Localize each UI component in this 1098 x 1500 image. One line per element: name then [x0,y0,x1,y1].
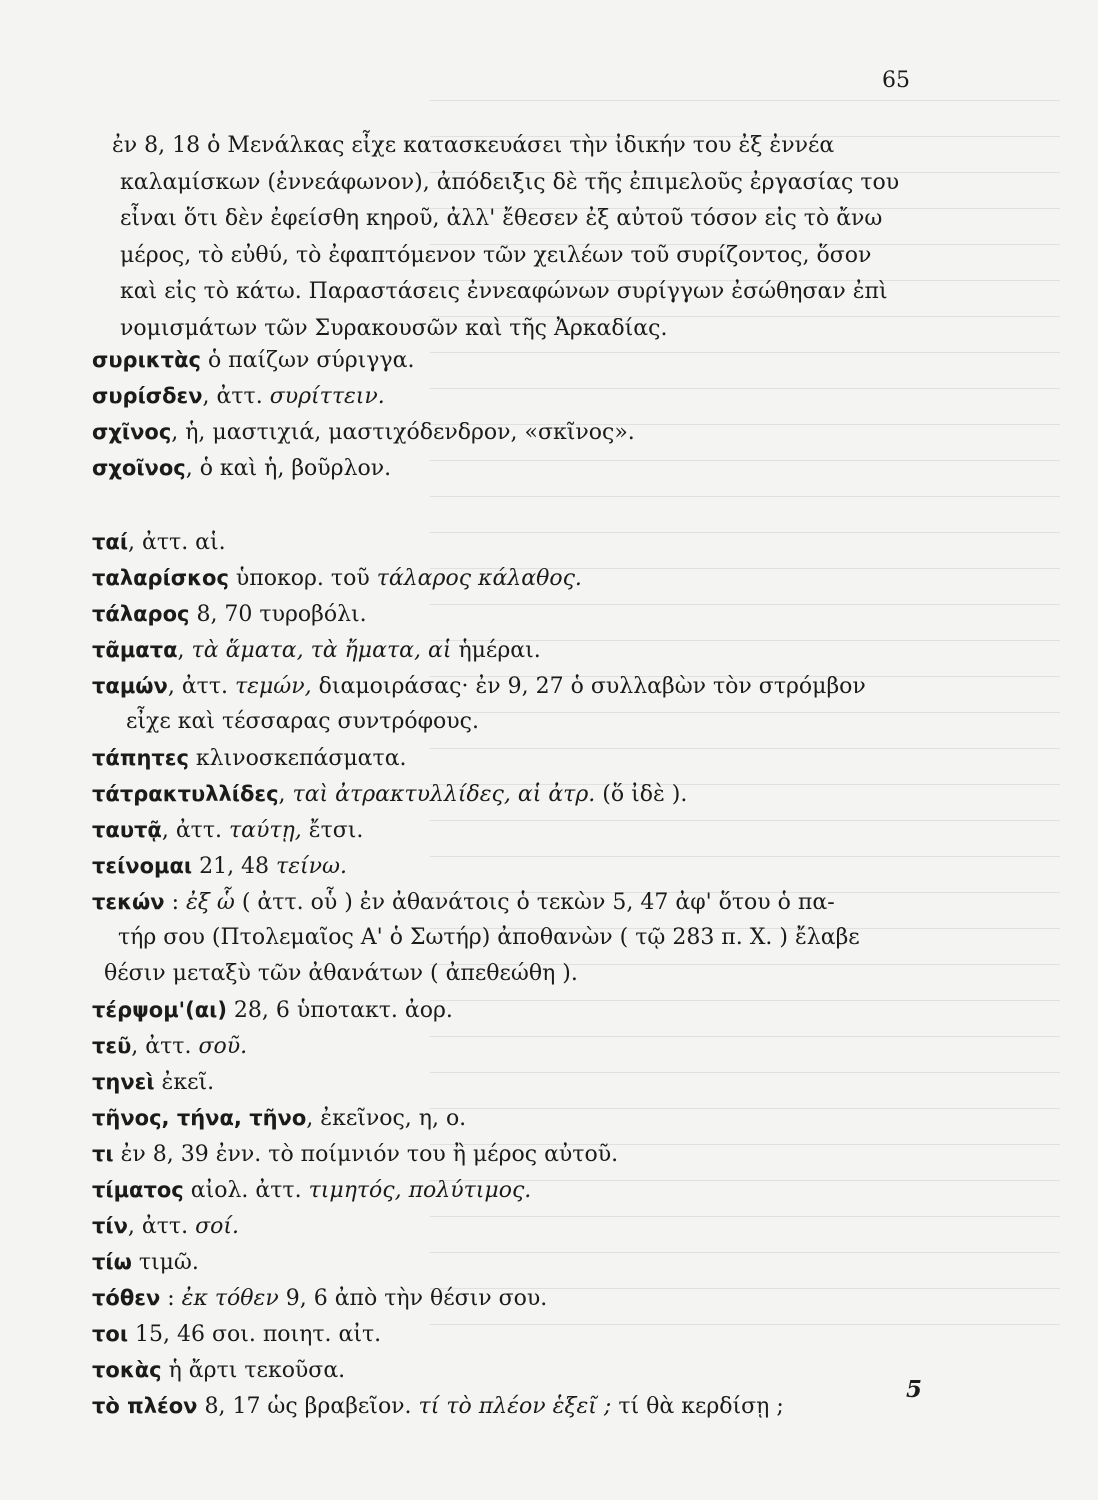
headword: τοι [92,1322,129,1346]
definition: 15, 46 σοι. ποιητ. αἰτ. [128,1322,382,1347]
entry-gap [92,486,922,524]
definition: , [278,782,293,807]
headword: συρικτὰς [92,348,201,372]
definition: , ἡ, μαστιχιά, μαστιχόδενδρον, «σκῖνος». [171,420,635,445]
entry-continuation: τήρ σου (Πτολεμαῖος Α' ὁ Σωτήρ) ἀποθανὼν ( τῷ 283 π. Χ. ) ἔλαβε [118,925,860,950]
headword: τι [92,1142,114,1166]
headword: ταλαρίσκος [92,566,229,590]
definition-italic: τάλαρος κάλαθος. [376,566,582,591]
definition: τιμῶ. [131,1250,199,1275]
entry [92,414,922,450]
intro-line: νομισμάτων τῶν Συρακουσῶν καὶ τῆς Ἀρκαδίας. [120,315,668,341]
definition: ὑποκορ. τοῦ [228,566,377,591]
signature-mark: 5 [906,1376,923,1403]
definition-italic: τείνω. [276,854,347,879]
headword: τίν [92,1214,128,1238]
definition: ἐκεῖ. [154,1070,215,1095]
definition: 21, 48 [192,854,277,879]
definition: , ἀττ. [127,1214,196,1239]
entry [92,848,922,884]
definition-after: τί θὰ κερδίσῃ ; [611,1394,784,1419]
headword: τέρψομ'(αι) [92,998,227,1022]
entry [92,1028,922,1064]
definition: 8, 70 τυροβόλι. [189,602,367,627]
entry [92,1244,922,1280]
headword: τῆνος, τήνα, τῆνο [92,1106,307,1130]
definition: ἐν 8, 39 ἐνν. τὸ ποίμνιόν του ἢ μέρος αὐτοῦ. [113,1142,619,1167]
headword: τηνεὶ [92,1070,155,1094]
definition: ἡ ἄρτι τεκοῦσα. [161,1358,346,1383]
entry [92,1316,922,1352]
headword: τόθεν [92,1286,161,1310]
entry [92,632,922,668]
intro-line: μέρος, τὸ εὐθύ, τὸ ἐφαπτόμενον τῶν χειλέων τοῦ συρίζοντος, ὅσον [120,242,872,268]
definition-italic: τιμητός, πολύτιμος. [308,1178,532,1203]
entry [92,378,922,414]
headword: τᾶματα [92,638,178,662]
entry-continuation: εἶχε καὶ τέσσαρας συντρόφους. [126,709,479,734]
intro-line: εἶναι ὅτι δὲν ἐφείσθη κηροῦ, ἀλλ' ἔθεσεν ἐξ αὐτοῦ τόσον εἰς τὸ ἄνω [120,206,883,231]
definition: , ἀττ. [167,674,236,699]
definition: 28, 6 ὑποτακτ. ἀορ. [226,998,453,1023]
definition: 8, 17 ὡς βραβεῖον. [197,1394,419,1419]
definition: κλινοσκεπάσματα. [188,746,407,771]
definition-italic: τὰ ἅματα, τὰ ἤματα, αἱ [191,638,452,663]
entry [92,740,922,776]
definition-italic: ἐκ τόθεν [181,1286,279,1311]
definition: : [160,1286,182,1311]
entry [92,884,922,920]
definition-after: διαμοιράσας· ἐν 9, 27 ὁ συλλαβὼν τὸν στρόμβον [311,674,866,699]
definition: , ἀττ. αἱ. [128,530,226,555]
headword: τείνομαι [92,854,193,878]
definition-italic: ταύτῃ, [229,818,302,843]
definition: , ἐκεῖνος, η, ο. [306,1106,467,1131]
headword: συρίσδεν [92,384,203,408]
headword: τεῦ [92,1034,132,1058]
entry [92,992,922,1028]
dictionary-entries [92,342,922,1424]
entry [92,1100,922,1136]
headword: ταμών [92,674,168,698]
headword: τάπητες [92,746,189,770]
definition: , [177,638,192,663]
definition: , ἀττ. [131,1034,199,1059]
intro-line: καὶ εἰς τὸ κάτω. Παραστάσεις ἐννεαφώνων συρίγγων ἐσώθησαν ἐπὶ [120,279,888,304]
entry [92,560,922,596]
definition-italic: τεμών, [235,674,312,699]
intro-line: καλαμίσκων (ἐννεάφωνον), ἀπόδειξις δὲ τῆς ἐπιμελοῦς ἐργασίας του [120,169,900,195]
headword: τίματος [92,1178,184,1202]
definition-italic: τί τὸ πλέον ἑξεῖ ; [418,1394,612,1419]
entry [92,524,922,560]
entry [92,1208,922,1244]
headword: τάτρακτυλλίδες [92,782,279,806]
definition: , ἀττ. [161,818,230,843]
entry [92,1136,922,1172]
headword: σχῖνος [92,420,172,444]
definition-after: (ὅ ἰδὲ ). [595,782,688,807]
definition-italic: συρίττειν. [269,384,385,409]
headword: τίω [92,1250,132,1274]
entry [92,342,922,378]
definition-after: ( ἀττ. οὗ ) ἐν ἀθανάτοις ὁ τεκὼν 5, 47 ἀφ' ὅτου ὁ πα- [234,890,835,915]
entry [92,450,922,486]
headword: ταυτᾷ [92,818,162,842]
entry [92,776,922,812]
definition: , ἀττ. [202,384,270,409]
headword: τοκὰς [92,1358,162,1382]
definition-after: ἔτσι. [301,818,364,843]
intro-line: ἐν 8, 18 ὁ Μενάλκας εἶχε κατασκευάσει τὴν ἰδικήν του ἐξ ἐννέα [112,133,835,158]
headword: σχοῖνος [92,456,186,480]
page-number: 65 [882,68,910,93]
definition: ὁ παίζων σύριγγα. [200,348,415,373]
definition-italic: ταὶ ἀτρακτυλλίδες, αἱ ἀτρ. [292,782,596,807]
headword: τάλαρος [92,602,190,626]
entry [92,596,922,632]
definition-italic: σοῦ. [198,1034,248,1059]
entry [92,1352,922,1388]
entry [92,812,922,848]
entry-continuation: θέσιν μεταξὺ τῶν ἀθανάτων ( ἀπεθεώθη ). [104,961,578,986]
headword: ταί [92,530,129,554]
intro-paragraph [112,128,924,347]
definition-italic: σοί. [195,1214,239,1239]
entry [92,1280,922,1316]
entry [92,1388,922,1424]
definition: , ὁ καὶ ἡ, βοῦρλον. [185,456,392,481]
definition: αἰολ. ἀττ. [183,1178,309,1203]
definition: : [164,890,186,915]
definition-after: 9, 6 ἀπὸ τὴν θέσιν σου. [278,1286,548,1311]
entry [92,668,922,704]
definition-after: ἡμέραι. [451,638,541,663]
entry [92,1172,922,1208]
definition-italic: ἐξ ὧ [185,890,235,915]
entry [92,1064,922,1100]
headword: τεκών [92,890,165,914]
headword: τὸ πλέον [92,1394,198,1418]
